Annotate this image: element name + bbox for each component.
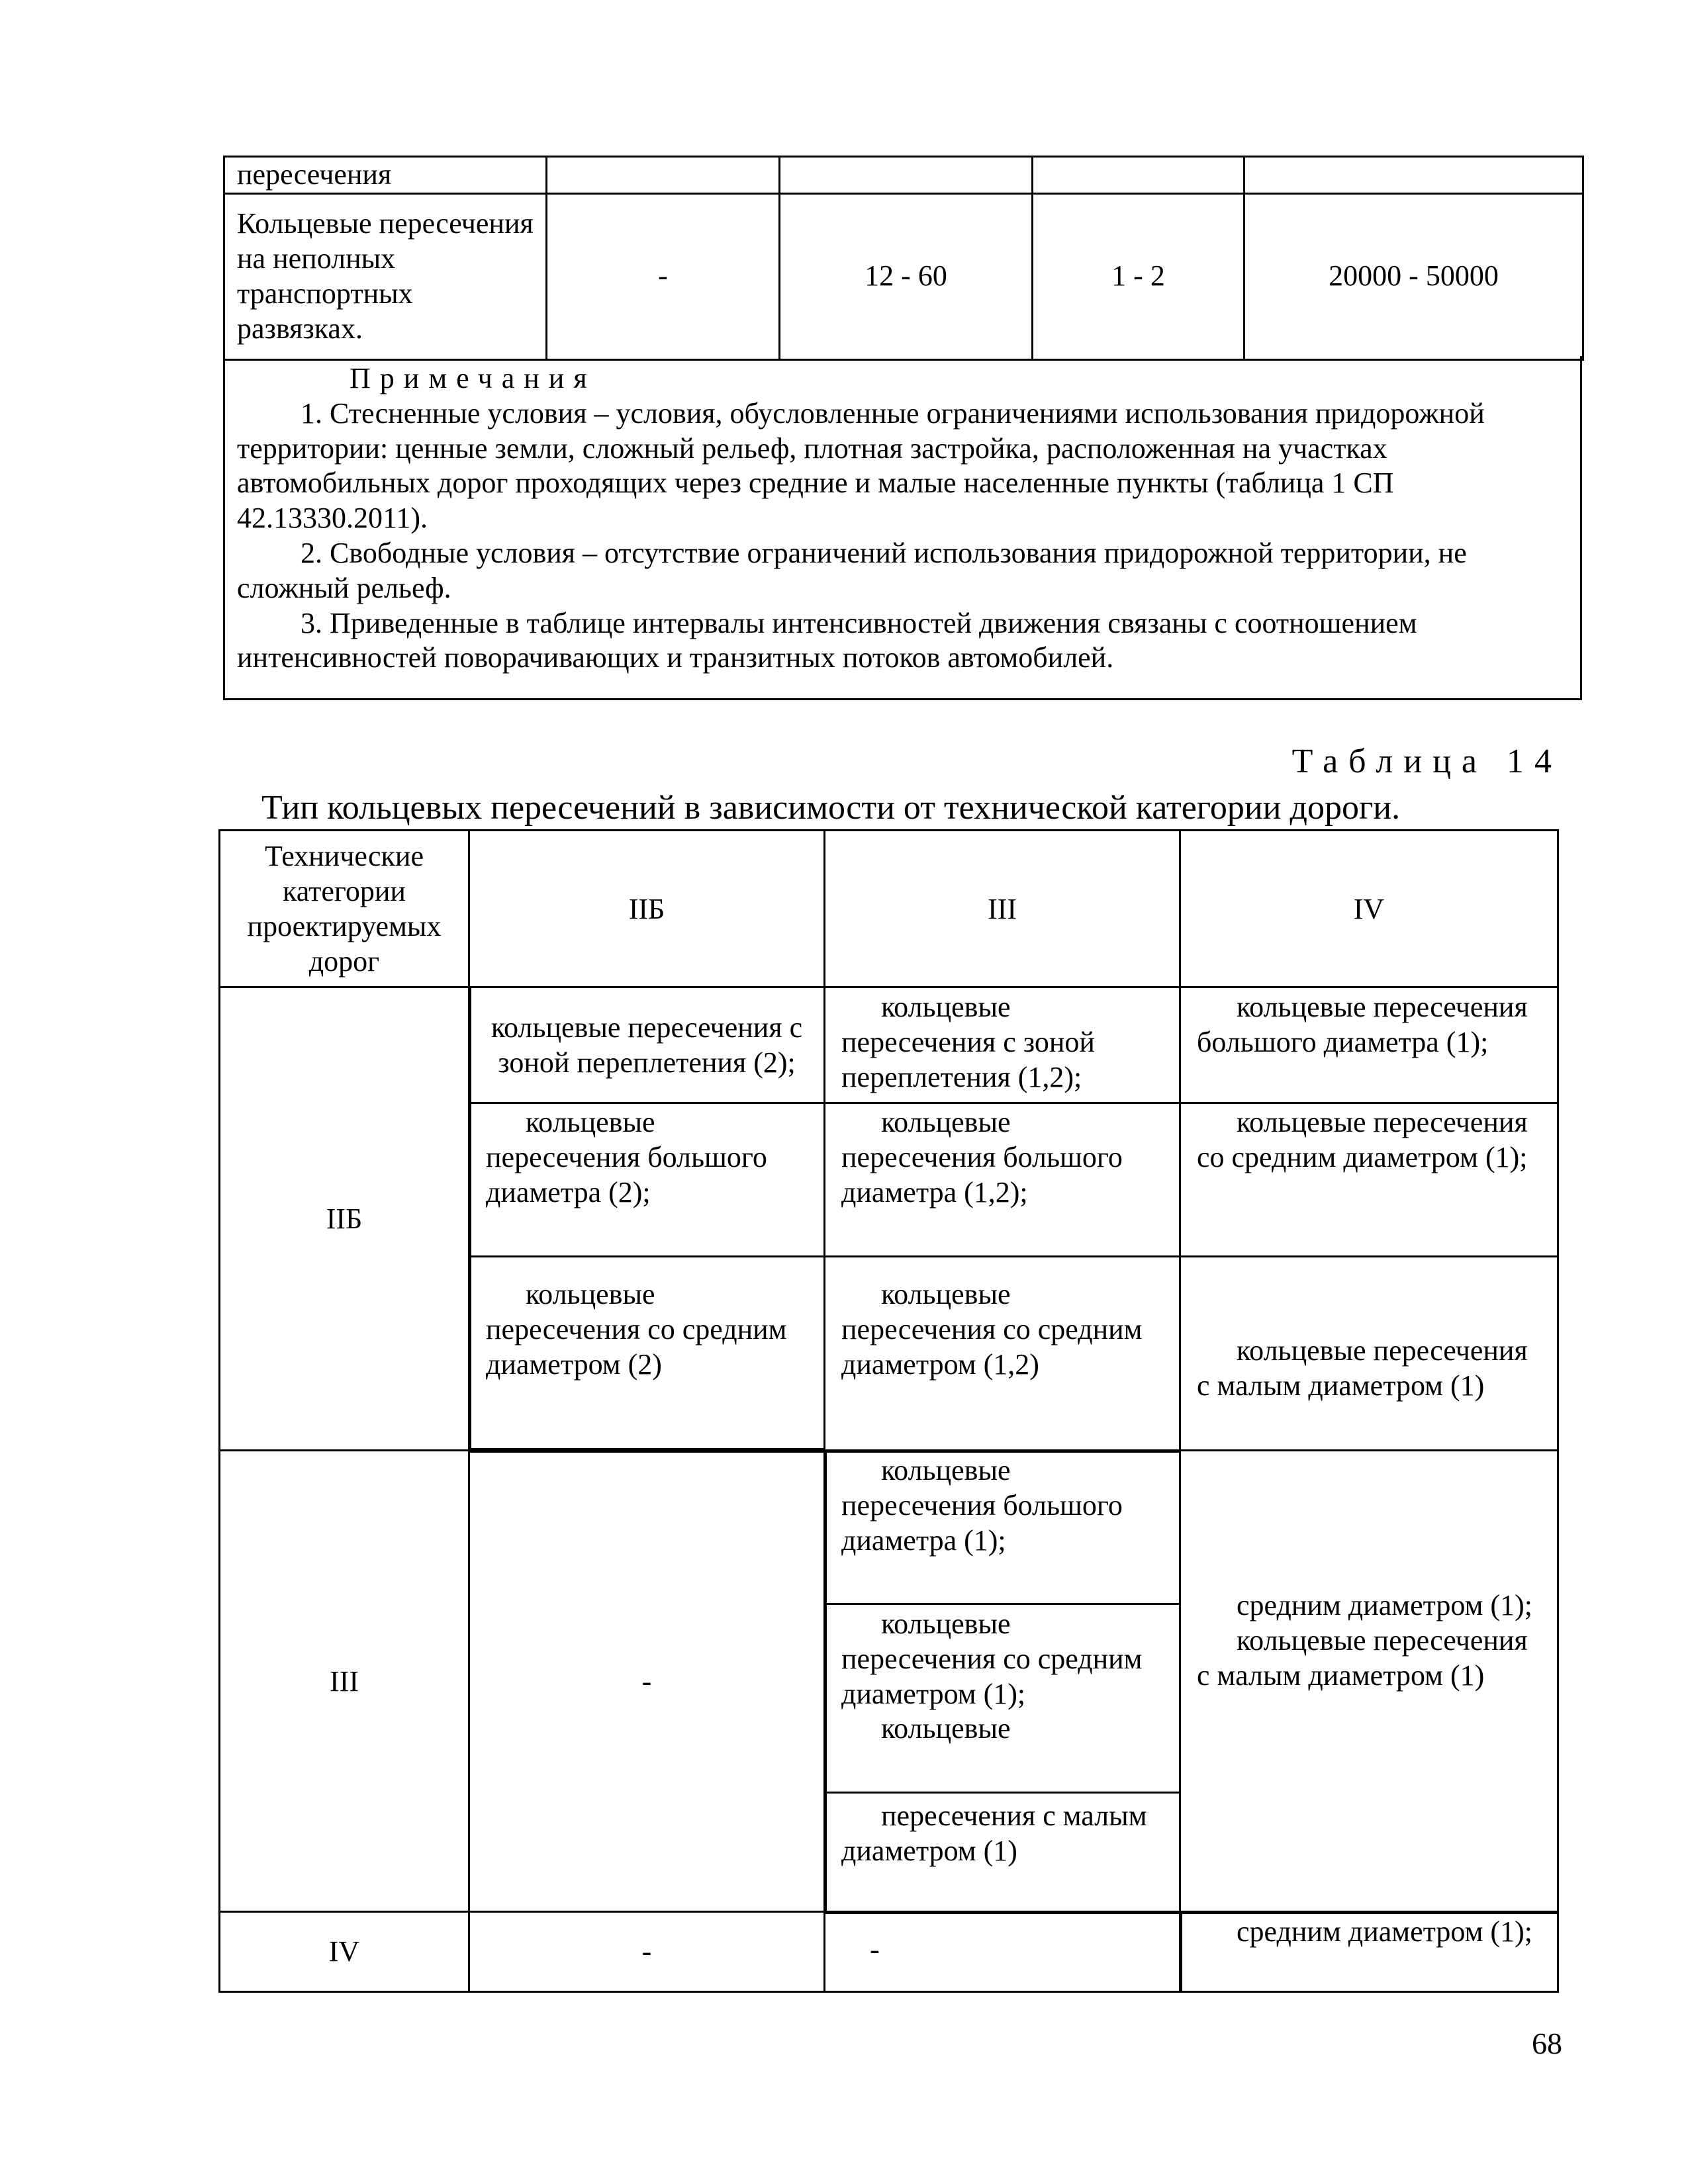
page-number: 68 [1532, 2026, 1562, 2060]
row-type: Кольцевые пересечения на неполных транспортных развязках. [224, 193, 547, 359]
table-cell: пересечения [224, 157, 547, 194]
cell-iib-iii-1: кольцевые пересечения с зоной переплетения (1,2); [841, 991, 1095, 1093]
cell-iib-iib-2: кольцевые пересечения большого диаметра (2); [486, 1106, 767, 1208]
header-col-iii: III [988, 892, 1017, 925]
note-3: 3. Приведенные в таблице интервалы интенсивностей движения связаны с соотношением интенсивностей поворачивающих и транзитных потоков автомобилей. [237, 606, 1417, 674]
table-title: Тип кольцевых пересечений в зависимости от технической категории дороги. [261, 789, 1401, 827]
notes-heading: Примечания [350, 362, 596, 394]
cell-iii-iib: - [641, 1664, 652, 1698]
cell-iv-iii: - [870, 1933, 880, 1966]
header-col-iib: IIБ [628, 892, 665, 925]
table-cell: 20000 - 50000 [1244, 193, 1583, 359]
cell-iib-iv-1: кольцевые пересечения большого диаметра (1); [1197, 991, 1528, 1058]
cell-iib-iv-2: кольцевые пересечения со средним диаметром (1); [1197, 1106, 1528, 1173]
cell-iii-iv [1182, 1588, 1556, 1853]
cell-iib-iib-3: кольцевые пересечения со средним диаметром (2) [486, 1278, 787, 1381]
cell-iv-iib: - [641, 1935, 652, 1968]
row-label-iv: IV [328, 1935, 360, 1968]
cell-iii-iv-line2: кольцевые пересечения с малым диаметром (1) [1197, 1623, 1528, 1692]
row-label-iib: IIБ [326, 1203, 363, 1236]
cell-iii-iv-line1: средним диаметром (1); [1237, 1589, 1532, 1621]
row-label-iii: III [330, 1664, 359, 1698]
cell-iv-iv: средним диаметром (1); [1237, 1915, 1532, 1948]
cell-iib-iii-3: кольцевые пересечения со средним диаметром (1,2) [841, 1278, 1143, 1381]
cell-iib-iib-1: кольцевые пересечения с зоной переплетения (2); [491, 1011, 803, 1079]
table-cell: 12 - 60 [780, 193, 1033, 359]
cell-iib-iii-2: кольцевые пересечения большого диаметра (1,2); [841, 1106, 1123, 1208]
header-corner: Технические категории проектируемых дорог [247, 840, 442, 978]
cell-iii-iii-2-tail: кольцевые [881, 1712, 1011, 1745]
cell-iii-iii-2-text: кольцевые пересечения со средним диаметром (1); [841, 1608, 1143, 1710]
note-1: 1. Стесненные условия – условия, обусловленные ограничениями использования придорожной территории: ценные земли, сложный рельеф, плотная застройка, расположенная на участках автомобильных дорог проходящих через средние и малые населенные пункты (таблица 1 СП 42.13330.2011). [237, 396, 1485, 535]
table-cell: - [547, 193, 780, 359]
cell-iii-iii-2 [827, 1607, 1178, 1792]
header-col-iv: IV [1353, 892, 1385, 925]
table-cell: 1 - 2 [1033, 193, 1244, 359]
cell-iii-iii-1: кольцевые пересечения большого диаметра (1); [841, 1454, 1123, 1557]
cell-iii-iii-3: пересечения с малым диаметром (1) [841, 1799, 1147, 1867]
table-label: Таблица 14 [1291, 743, 1562, 780]
note-2: 2. Свободные условия – отсутствие ограничений использования придорожной территории, не сложный рельеф. [237, 536, 1467, 604]
cell-iib-iv-3: кольцевые пересечения с малым диаметром (1) [1197, 1334, 1528, 1402]
